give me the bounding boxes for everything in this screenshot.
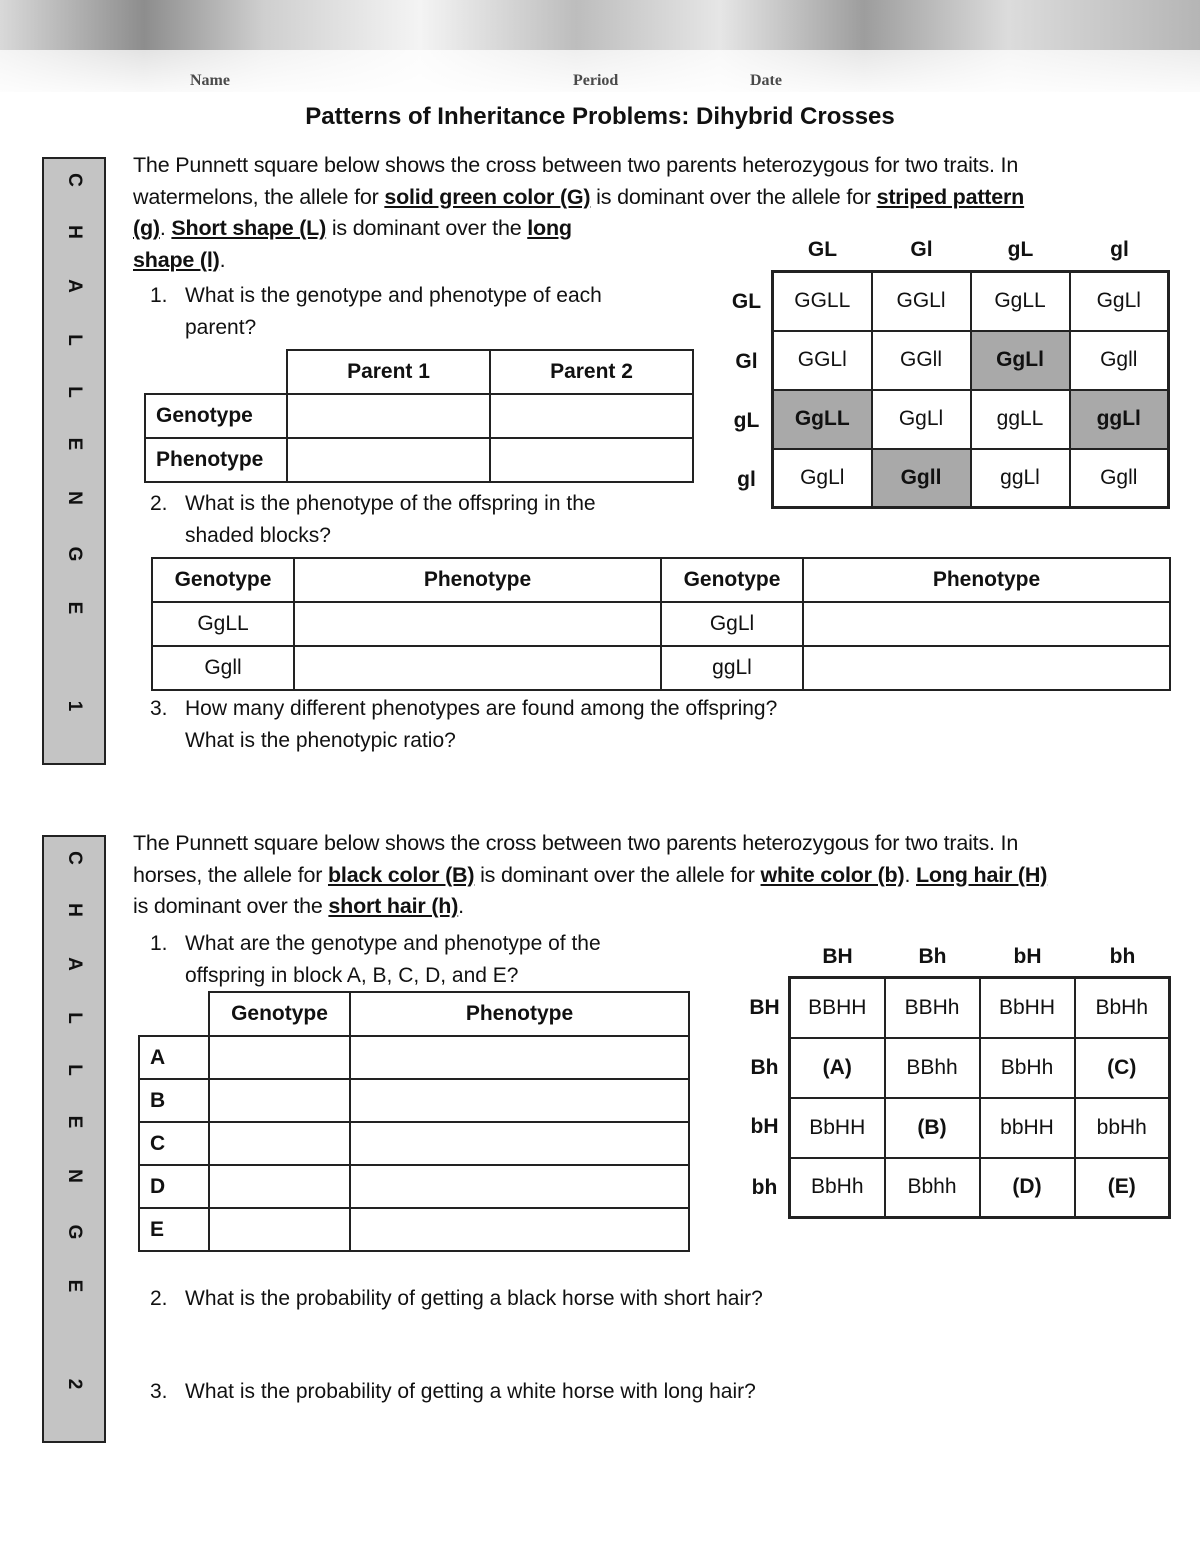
punnett-cell: bbHH (980, 1098, 1075, 1158)
question-text: shaded blocks? (185, 523, 331, 547)
allele-long: long (527, 216, 572, 240)
punnett-row-label: gL (733, 409, 760, 432)
question-number: 2. (150, 492, 168, 515)
challenge-2-question-3: What is the probability of getting a white horse with long hair? (185, 1380, 756, 1403)
question-number: 3. (150, 697, 168, 720)
sidebar-letter: A (64, 279, 85, 293)
intro-line (133, 150, 1173, 182)
sidebar-letter: L (64, 1012, 85, 1024)
phenotype-answer-cell[interactable] (294, 602, 661, 646)
punnett-cell: Ggll (1070, 331, 1169, 390)
question-text: How many different phenotypes are found among the offspring? (185, 697, 778, 720)
genotype-answer-cell[interactable] (209, 1208, 350, 1251)
punnett-cell: BBHh (885, 978, 980, 1038)
intro-text: is dominant over the allele for (474, 862, 761, 887)
question-text: What is the phenotype of the offspring in the (185, 492, 596, 515)
punnett-cell-blank-e: (E) (1075, 1158, 1170, 1218)
table-corner (139, 992, 209, 1036)
genotype-cell: Ggll (152, 646, 294, 690)
punnett-col-label: bh (1109, 945, 1136, 968)
question-text: What are the genotype and phenotype of the (185, 932, 601, 955)
allele-long-hair: Long hair (H) (916, 862, 1048, 887)
allele-short-shape: Short shape (L) (171, 216, 327, 240)
punnett-cell: GGll (872, 331, 971, 390)
page-title: Patterns of Inheritance Problems: Dihybrid Crosses (305, 103, 895, 130)
allele-black-color: black color (B) (327, 862, 475, 887)
allele-striped: striped pattern (876, 184, 1025, 209)
genotype-answer-cell[interactable] (209, 1122, 350, 1165)
challenge-2-question-1 (185, 928, 601, 991)
punnett-col-label: gl (1110, 238, 1129, 261)
punnett-row-label: bh (751, 1176, 778, 1199)
allele-solid-green: solid green color (G) (384, 184, 591, 209)
sidebar-letter: L (64, 334, 85, 346)
phenotype-answer-cell[interactable] (803, 602, 1170, 646)
challenge-2-intro (133, 828, 1173, 923)
phenotype-answer-cell[interactable] (803, 646, 1170, 690)
punnett-cell: GGLl (773, 331, 872, 390)
punnett-cell: ggLL (971, 390, 1070, 449)
punnett-cell: BbHH (790, 1098, 885, 1158)
genotype-header: Genotype (152, 558, 294, 602)
block-label: E (139, 1208, 209, 1251)
punnett-cell-shaded: ggLl (1070, 390, 1169, 449)
intro-line (133, 828, 1173, 860)
phenotype-answer-cell[interactable] (350, 1165, 689, 1208)
punnett-col-label: GL (807, 238, 838, 261)
block-label: C (139, 1122, 209, 1165)
punnett-row-label: gl (737, 468, 756, 491)
sidebar-letter: G (64, 1224, 85, 1240)
intro-text: The Punnett square below shows the cross between two parents heterozygous for two traits. In (133, 153, 1019, 177)
punnett-cell: BBHH (790, 978, 885, 1038)
punnett-cell: Ggll (1070, 449, 1169, 508)
intro-text: is dominant over the (133, 894, 329, 918)
punnett-cell: GgLl (1070, 272, 1169, 331)
question-text: What is the genotype and phenotype of each (185, 284, 602, 307)
parent-table (144, 349, 694, 483)
sidebar-letter: C (64, 851, 85, 865)
punnett-cell: GgLL (971, 272, 1070, 331)
punnett-row-label: Gl (735, 350, 758, 373)
sidebar-letter: 1 (64, 700, 85, 712)
punnett-cell-shaded: GgLl (971, 331, 1070, 390)
punnett-square-1 (771, 270, 1170, 509)
intro-text: . (159, 216, 172, 240)
punnett-cell-shaded: Ggll (872, 449, 971, 508)
intro-text: The Punnett square below shows the cross between two parents heterozygous for two traits. In (133, 831, 1019, 855)
intro-text: is dominant over the (326, 216, 528, 240)
sidebar-letter: H (64, 225, 85, 239)
sidebar-letter: L (64, 1064, 85, 1076)
sidebar-letter: E (64, 437, 85, 451)
intro-text: . (904, 862, 916, 887)
genotype-header: Genotype (661, 558, 803, 602)
intro-text: horses, the allele for (133, 862, 328, 887)
punnett-row-label: Bh (750, 1056, 779, 1079)
punnett-col-label: bH (1013, 945, 1042, 968)
punnett-cell: BbHh (790, 1158, 885, 1218)
punnett-cell: GGLl (872, 272, 971, 331)
question-number: 1. (150, 284, 168, 307)
punnett-cell: Bbhh (885, 1158, 980, 1218)
name-label: Name (190, 72, 230, 89)
sidebar-letter: E (64, 1279, 85, 1293)
genotype-cell: GgLl (661, 602, 803, 646)
sidebar-letter: E (64, 601, 85, 615)
parent-1-header: Parent 1 (287, 350, 490, 394)
question-number: 1. (150, 932, 168, 955)
question-number: 2. (150, 1287, 168, 1310)
punnett-cell: GGLL (773, 272, 872, 331)
sidebar-letter: L (64, 386, 85, 398)
challenge-1-question-3 (185, 693, 777, 756)
genotype-row-label: Genotype (145, 394, 287, 438)
intro-line (133, 182, 1173, 214)
punnett-square-2 (788, 976, 1171, 1219)
punnett-cell: BBhh (885, 1038, 980, 1098)
genotype-answer-cell[interactable] (209, 1036, 350, 1079)
block-label: B (139, 1079, 209, 1122)
allele-short-hair: short hair (h) (328, 894, 459, 918)
phenotype-answer-cell[interactable] (294, 646, 661, 690)
punnett-row-label: GL (731, 290, 762, 313)
punnett-cell: BbHh (1075, 978, 1170, 1038)
parent-1-genotype-cell[interactable] (287, 394, 490, 438)
phenotype-answer-cell[interactable] (350, 1036, 689, 1079)
phenotype-answer-cell[interactable] (350, 1079, 689, 1122)
punnett-cell-blank-b: (B) (885, 1098, 980, 1158)
challenge-2-sidebar (42, 835, 106, 1443)
intro-text: . (458, 894, 464, 918)
table-corner (145, 350, 287, 394)
phenotype-header: Phenotype (294, 558, 661, 602)
sidebar-letter: G (64, 546, 85, 562)
phenotype-header: Phenotype (350, 992, 689, 1036)
phenotype-answer-cell[interactable] (350, 1122, 689, 1165)
intro-line (133, 860, 1173, 892)
sidebar-letter: N (64, 1169, 85, 1183)
challenge-1-sidebar (42, 157, 106, 765)
punnett-cell-blank-d: (D) (980, 1158, 1075, 1218)
sidebar-letter: N (64, 491, 85, 505)
block-label: D (139, 1165, 209, 1208)
challenge-1-question-1 (185, 280, 602, 343)
question-text: What is the phenotypic ratio? (185, 728, 456, 752)
intro-text: . (219, 247, 226, 272)
genotype-answer-cell[interactable] (209, 1165, 350, 1208)
allele-long-shape: shape (l) (133, 247, 220, 272)
punnett-row-label: bH (750, 1115, 779, 1138)
punnett-col-label: gL (1007, 238, 1034, 261)
parent-1-phenotype-cell[interactable] (287, 438, 490, 482)
challenge-2-question-2: What is the probability of getting a black horse with short hair? (185, 1287, 763, 1310)
date-label: Date (750, 72, 782, 89)
punnett-row-label: BH (749, 996, 780, 1019)
period-label: Period (573, 72, 619, 89)
punnett-cell: GgLl (872, 390, 971, 449)
genotype-cell: GgLL (152, 602, 294, 646)
parent-2-header: Parent 2 (490, 350, 693, 394)
allele-g: (g) (133, 216, 160, 240)
allele-white-color: white color (b) (760, 862, 905, 887)
parent-2-phenotype-cell[interactable] (490, 438, 693, 482)
genotype-header: Genotype (209, 992, 350, 1036)
genotype-cell: ggLl (661, 646, 803, 690)
punnett-cell: ggLl (971, 449, 1070, 508)
sidebar-letter: H (64, 903, 85, 917)
question-text: offspring in block A, B, C, D, and E? (185, 963, 519, 987)
punnett-cell: GgLl (773, 449, 872, 508)
punnett-cell: BbHh (980, 1038, 1075, 1098)
punnett-col-label: Gl (910, 238, 933, 261)
sidebar-letter: C (64, 173, 85, 187)
phenotype-header: Phenotype (803, 558, 1170, 602)
parent-2-genotype-cell[interactable] (490, 394, 693, 438)
punnett-col-label: Bh (918, 945, 947, 968)
sidebar-letter: E (64, 1115, 85, 1129)
punnett-cell: bbHh (1075, 1098, 1170, 1158)
intro-line (133, 891, 1173, 923)
genotype-answer-cell[interactable] (209, 1079, 350, 1122)
punnett-cell-shaded: GgLL (773, 390, 872, 449)
sidebar-letter: A (64, 957, 85, 971)
question-number: 3. (150, 1380, 168, 1403)
block-label: A (139, 1036, 209, 1079)
block-table (138, 991, 690, 1252)
question-text: parent? (185, 315, 257, 339)
punnett-cell: BbHH (980, 978, 1075, 1038)
shaded-phenotype-table (151, 557, 1171, 691)
punnett-cell-blank-a: (A) (790, 1038, 885, 1098)
intro-text: watermelons, the allele for (133, 184, 385, 209)
intro-text: is dominant over the allele for (590, 184, 877, 209)
challenge-1-question-2 (185, 488, 596, 551)
phenotype-answer-cell[interactable] (350, 1208, 689, 1251)
punnett-cell-blank-c: (C) (1075, 1038, 1170, 1098)
phenotype-row-label: Phenotype (145, 438, 287, 482)
punnett-col-label: BH (822, 945, 853, 968)
sidebar-letter: 2 (64, 1378, 85, 1390)
